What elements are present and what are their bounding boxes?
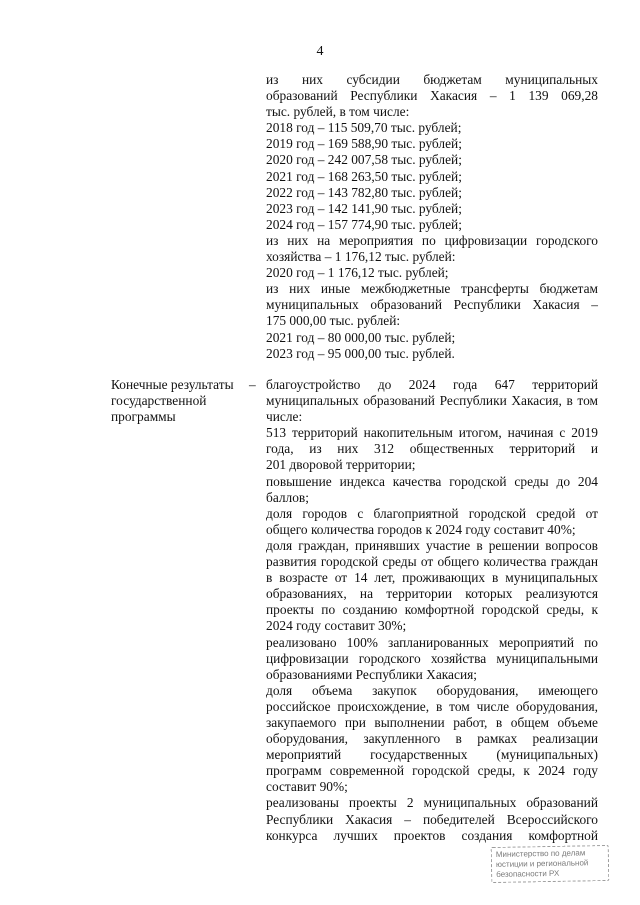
result-line: реализовано 100% запланированных мероприятий по (266, 634, 598, 650)
result-line: муниципальных образований Республики Хакасия, в том (266, 393, 598, 409)
result-line: развития городской среды от общего количества граждан (266, 554, 598, 570)
result-line: баллов; (266, 489, 309, 505)
result-line: оборудования, закупленного в рамках реализации (266, 731, 598, 747)
result-line: конкурса лучших проектов создания комфортной (266, 827, 598, 843)
stamp-line: безопасности РХ (496, 868, 560, 879)
row-label-line: программы (111, 409, 176, 425)
final-results-text-block (266, 377, 598, 844)
result-line: доля городов с благоприятной городской средой от (266, 505, 598, 521)
registration-stamp (491, 845, 610, 883)
funding-line: из них иные межбюджетные трансферты бюджетам (266, 281, 598, 297)
row-label-final-results (111, 377, 261, 425)
result-line: 2024 году составит 30%; (266, 618, 407, 634)
result-line: российское происхождение, в том числе оборудования, (266, 698, 598, 714)
result-line: 201 дворовой территории; (266, 457, 416, 473)
funding-line: тыс. рублей, в том числе: (266, 104, 410, 120)
result-line: проекты по созданию комфортной городской среды, к (266, 602, 598, 618)
result-line: реализованы проекты 2 муниципальных образований (266, 795, 598, 811)
result-line: благоустройство до 2024 года 647 территорий (266, 377, 598, 392)
result-line: составит 90%; (266, 779, 348, 795)
result-line: повышение индекса качества городской среды до 204 (266, 473, 598, 489)
stamp-line: Министерство по делам (495, 848, 586, 859)
funding-line: 2019 год – 169 588,90 тыс. рублей; (266, 136, 462, 152)
funding-line: из них субсидии бюджетам муниципальных (266, 72, 598, 87)
result-line: в возрасте от 14 лет, проживающих в муниципальных (266, 570, 598, 586)
result-line: программ современной городской среды, к 2024 году (266, 763, 598, 779)
label-dash: – (249, 377, 256, 392)
row-label-line: государственной (111, 393, 207, 409)
result-line: закупаемого при выполнении работ, в общем объеме (266, 714, 598, 730)
result-line: цифровизации городского хозяйства муниципальными (266, 650, 598, 666)
funding-line: 175 000,00 тыс. рублей: (266, 313, 401, 329)
funding-line: образований Республики Хакасия – 1 139 069,28 (266, 88, 598, 104)
funding-line: 2020 год – 1 176,12 тыс. рублей; (266, 265, 449, 281)
result-line: общего количества городов к 2024 году составит 40%; (266, 521, 576, 537)
page-number: 4 (316, 44, 324, 59)
funding-line: хозяйства – 1 176,12 тыс. рублей: (266, 249, 456, 265)
funding-line: 2023 год – 95 000,00 тыс. рублей. (266, 345, 455, 361)
funding-line: 2023 год – 142 141,90 тыс. рублей; (266, 200, 462, 216)
stamp-line: юстиции и региональной (495, 858, 589, 869)
funding-line: 2022 год – 143 782,80 тыс. рублей; (266, 184, 462, 200)
result-line: года, из них 312 общественных территорий и (266, 441, 598, 457)
funding-line: 2021 год – 80 000,00 тыс. рублей; (266, 329, 456, 345)
funding-line: 2024 год – 157 774,90 тыс. рублей; (266, 216, 462, 232)
funding-line: из них на мероприятия по цифровизации городского (266, 232, 598, 248)
result-line: доля объема закупок оборудования, имеющего (266, 682, 598, 698)
funding-line: 2021 год – 168 263,50 тыс. рублей; (266, 168, 462, 184)
row-label-line: Конечные результаты (111, 377, 234, 392)
result-line: образованиями Республики Хакасия; (266, 666, 477, 682)
funding-line: 2020 год – 242 007,58 тыс. рублей; (266, 152, 462, 168)
funding-line: муниципальных образований Республики Хакасия – (266, 297, 598, 313)
result-line: доля граждан, принявших участие в решении вопросов (266, 537, 598, 553)
result-line: образованиях, на территории которых реализуются (266, 586, 598, 602)
result-line: Республики Хакасия – победителей Всероссийского (266, 811, 598, 827)
funding-line: 2018 год – 115 509,70 тыс. рублей; (266, 120, 462, 136)
result-line: мероприятий государственных (муниципальных) (266, 747, 598, 763)
result-line: числе: (266, 409, 303, 425)
result-line: 513 территорий накопительным итогом, начиная с 2019 (266, 425, 598, 441)
funding-text-block (266, 72, 598, 362)
